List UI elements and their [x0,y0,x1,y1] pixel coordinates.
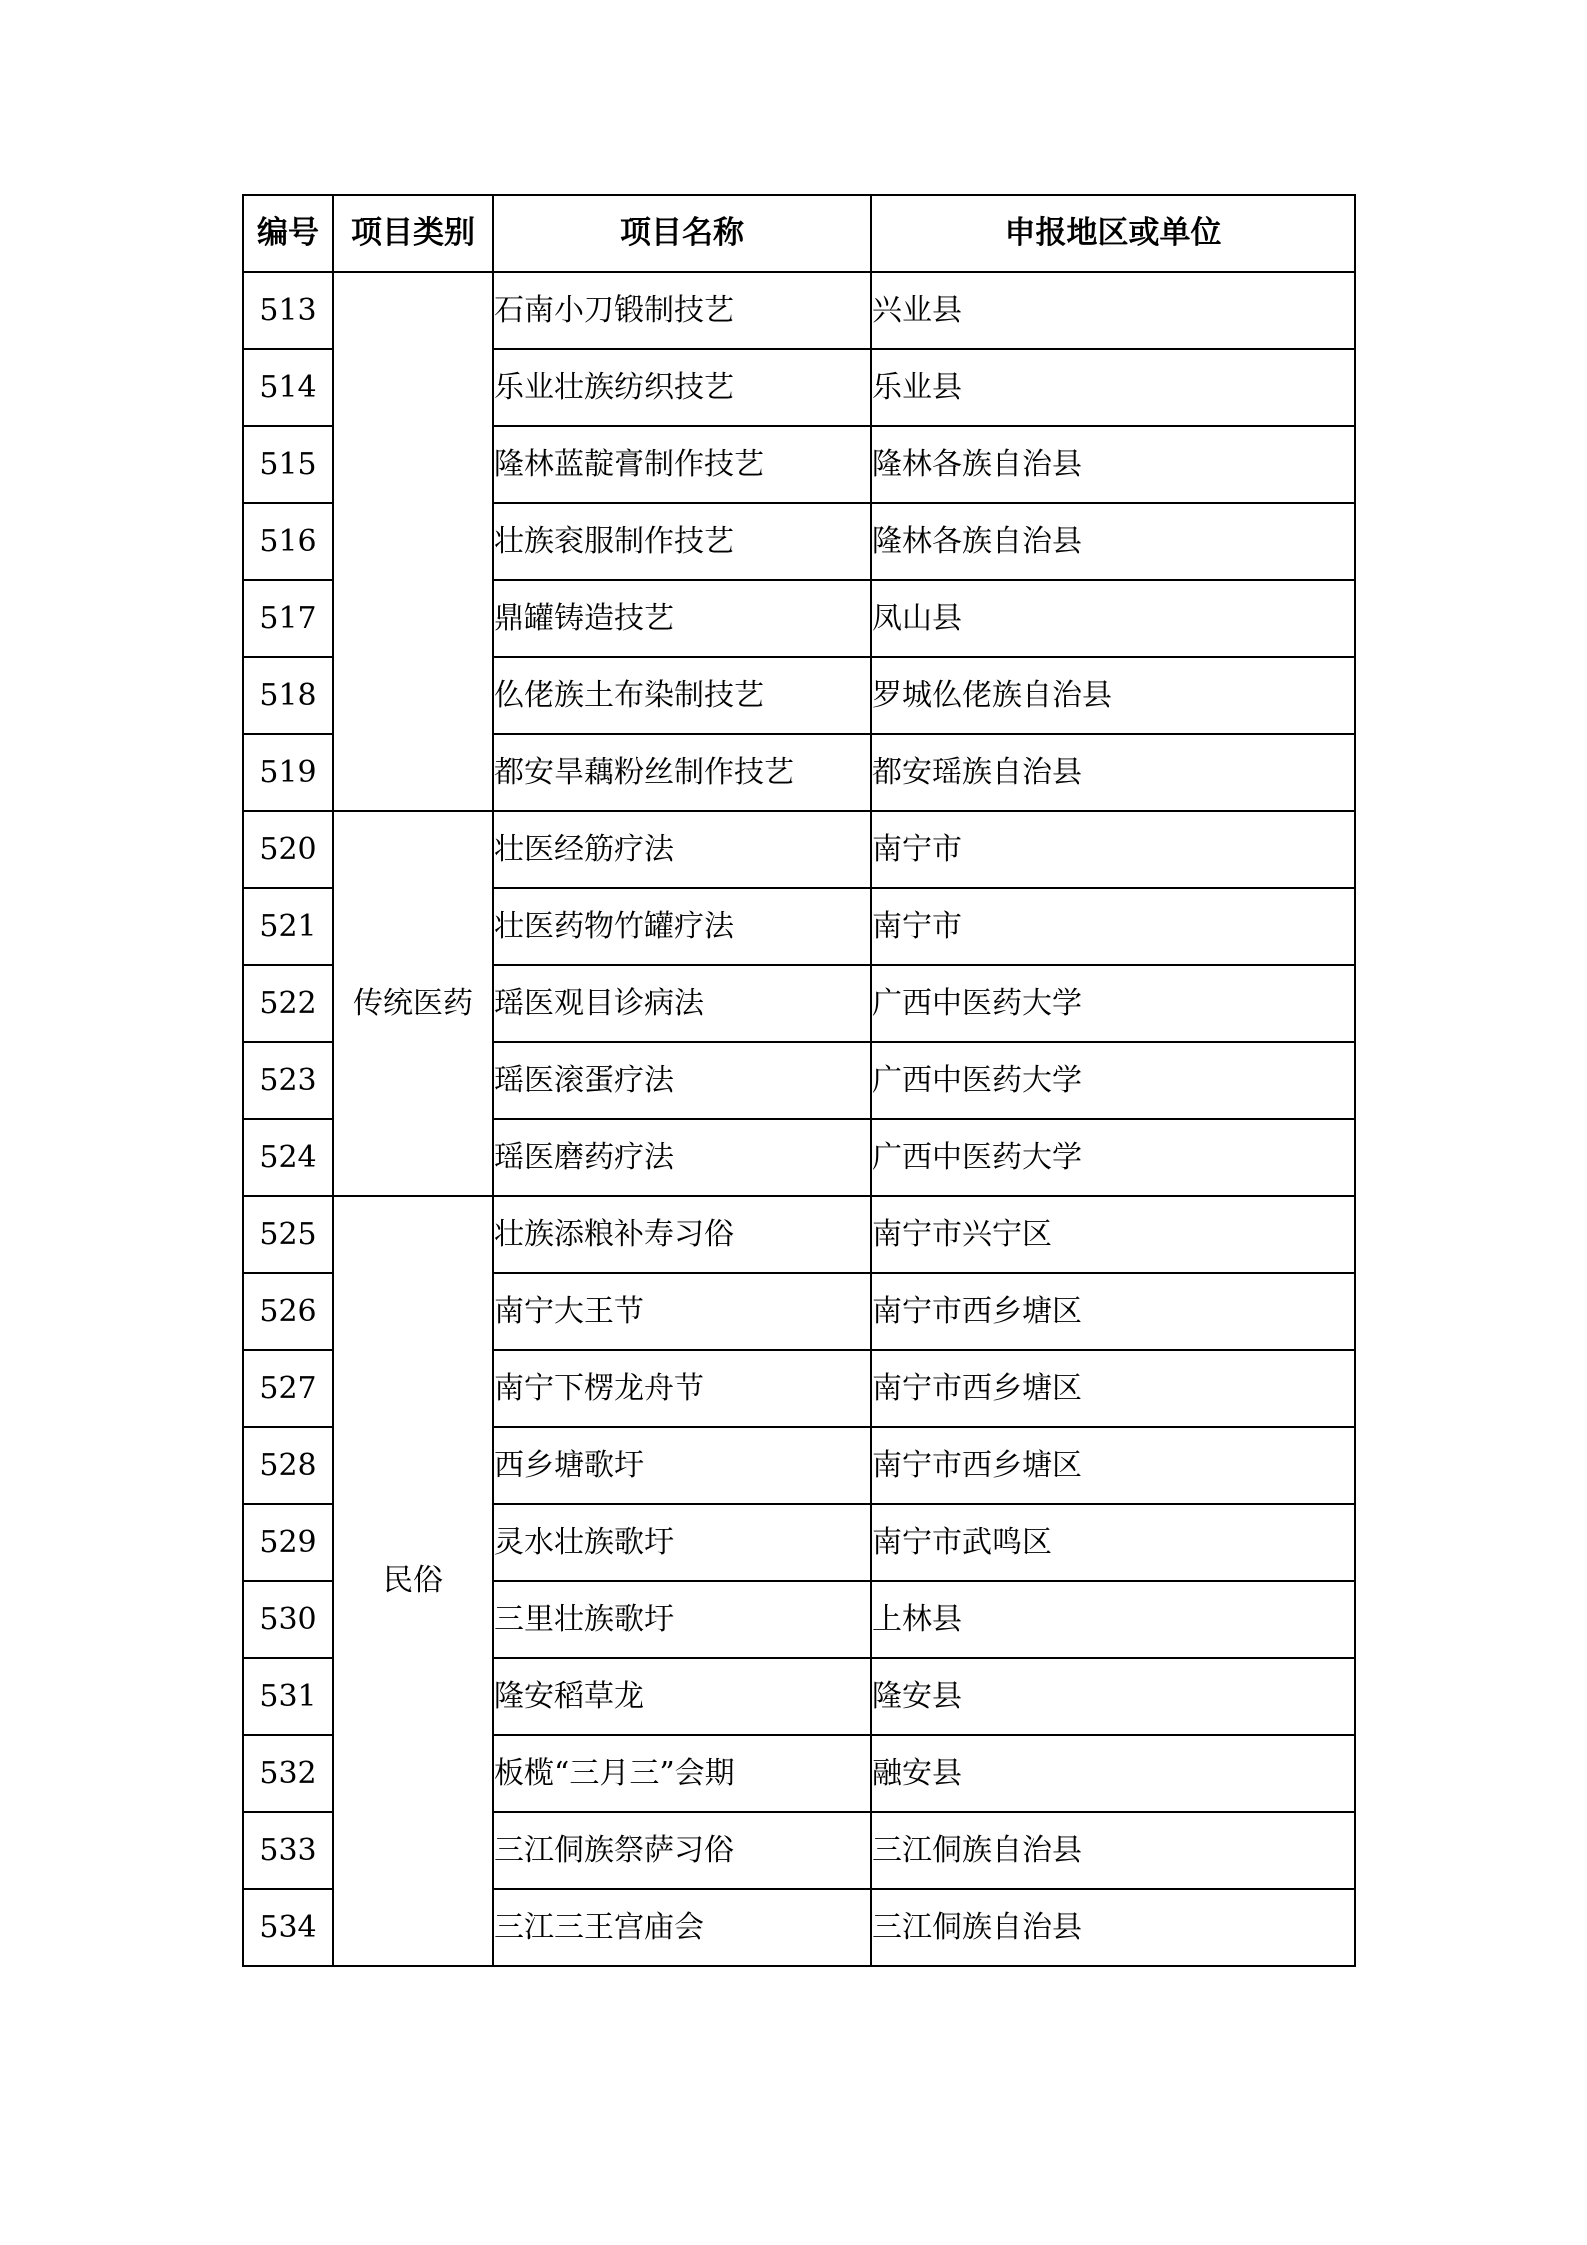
row-number: 520 [243,811,333,888]
project-name: 乐业壮族纺织技艺 [493,349,871,426]
project-name: 都安旱藕粉丝制作技艺 [493,734,871,811]
project-name: 仫佬族土布染制技艺 [493,657,871,734]
region-unit: 广西中医药大学 [871,1042,1355,1119]
row-number: 530 [243,1581,333,1658]
row-number: 514 [243,349,333,426]
region-unit: 南宁市西乡塘区 [871,1273,1355,1350]
row-number: 519 [243,734,333,811]
header-category: 项目类别 [333,195,493,272]
region-unit: 融安县 [871,1735,1355,1812]
region-unit: 南宁市 [871,811,1355,888]
project-name: 隆林蓝靛膏制作技艺 [493,426,871,503]
row-number: 522 [243,965,333,1042]
region-unit: 广西中医药大学 [871,965,1355,1042]
region-unit: 南宁市西乡塘区 [871,1427,1355,1504]
region-unit: 隆安县 [871,1658,1355,1735]
heritage-project-table [242,194,1356,1967]
project-name: 板榄“三月三”会期 [493,1735,871,1812]
row-number: 526 [243,1273,333,1350]
table-row [243,811,1355,888]
region-unit: 隆林各族自治县 [871,503,1355,580]
row-number: 533 [243,1812,333,1889]
row-number: 517 [243,580,333,657]
region-unit: 三江侗族自治县 [871,1812,1355,1889]
row-number: 524 [243,1119,333,1196]
region-unit: 南宁市 [871,888,1355,965]
project-name: 鼎罐铸造技艺 [493,580,871,657]
header-number: 编号 [243,195,333,272]
project-name: 南宁下楞龙舟节 [493,1350,871,1427]
row-number: 531 [243,1658,333,1735]
table-row [243,1196,1355,1273]
category-cell: 传统医药 [333,811,493,1196]
project-name: 瑶医磨药疗法 [493,1119,871,1196]
region-unit: 隆林各族自治县 [871,426,1355,503]
project-name: 壮医药物竹罐疗法 [493,888,871,965]
region-unit: 乐业县 [871,349,1355,426]
region-unit: 广西中医药大学 [871,1119,1355,1196]
row-number: 521 [243,888,333,965]
project-name: 壮族衮服制作技艺 [493,503,871,580]
category-cell [333,272,493,811]
project-name: 瑶医观目诊病法 [493,965,871,1042]
project-name: 三江三王宫庙会 [493,1889,871,1966]
table-header [243,195,1355,272]
row-number: 516 [243,503,333,580]
region-unit: 都安瑶族自治县 [871,734,1355,811]
row-number: 518 [243,657,333,734]
row-number: 534 [243,1889,333,1966]
project-name: 壮族添粮补寿习俗 [493,1196,871,1273]
row-number: 528 [243,1427,333,1504]
region-unit: 凤山县 [871,580,1355,657]
project-name: 灵水壮族歌圩 [493,1504,871,1581]
row-number: 525 [243,1196,333,1273]
region-unit: 南宁市兴宁区 [871,1196,1355,1273]
region-unit: 南宁市武鸣区 [871,1504,1355,1581]
region-unit: 上林县 [871,1581,1355,1658]
region-unit: 三江侗族自治县 [871,1889,1355,1966]
region-unit: 南宁市西乡塘区 [871,1350,1355,1427]
row-number: 532 [243,1735,333,1812]
table-body [243,272,1355,1966]
category-cell: 民俗 [333,1196,493,1966]
project-name: 三江侗族祭萨习俗 [493,1812,871,1889]
row-number: 527 [243,1350,333,1427]
project-name: 西乡塘歌圩 [493,1427,871,1504]
row-number: 515 [243,426,333,503]
project-name: 瑶医滚蛋疗法 [493,1042,871,1119]
table-row [243,272,1355,349]
region-unit: 罗城仫佬族自治县 [871,657,1355,734]
project-name: 南宁大王节 [493,1273,871,1350]
row-number: 529 [243,1504,333,1581]
region-unit: 兴业县 [871,272,1355,349]
header-row [243,195,1355,272]
row-number: 513 [243,272,333,349]
header-region: 申报地区或单位 [871,195,1355,272]
project-name: 石南小刀锻制技艺 [493,272,871,349]
row-number: 523 [243,1042,333,1119]
project-name: 三里壮族歌圩 [493,1581,871,1658]
project-name: 壮医经筋疗法 [493,811,871,888]
project-name: 隆安稻草龙 [493,1658,871,1735]
header-project-name: 项目名称 [493,195,871,272]
